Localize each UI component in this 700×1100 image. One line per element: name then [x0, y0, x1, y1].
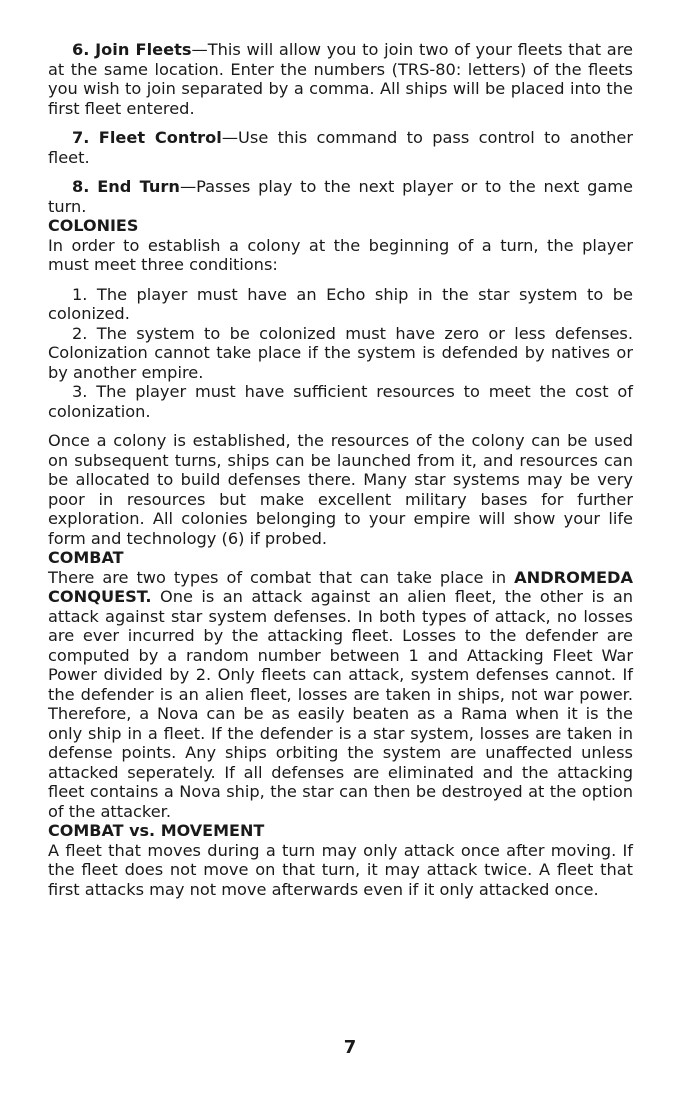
command-number: 8.	[72, 177, 90, 196]
command-end-turn	[48, 177, 633, 216]
colony-condition-1: 1. The player must have an Echo ship in the star system to be colonized.	[48, 284, 633, 323]
command-number: 6.	[72, 40, 90, 59]
command-title: End Turn	[97, 177, 180, 196]
command-text: —Use this command to pass control to another fleet.	[48, 128, 633, 167]
command-text: —Passes play to the next player or to the next game turn.	[48, 177, 633, 216]
combat-text-before: There are two types of combat that can take place in	[48, 567, 515, 587]
page-number: 7	[343, 1037, 357, 1058]
combat-movement-body: A fleet that moves during a turn may only attack once after moving. If the fleet does not move on that turn, it may attack twice. A fleet that first attacks may not move afterwards even if it only attacked once.	[48, 840, 633, 899]
colony-condition-2: 2. The system to be colonized must have zero or less defenses. Colonization cannot take place if the system is defended by natives or by another empire.	[48, 323, 633, 382]
colonies-body: Once a colony is established, the resources of the colony can be used on subsequent turns, ships can be launched from it, and resources can be allocated to build defenses there. Many star systems may be very poor in resources but make excellent military bases for further exploration. All colonies belonging to your empire will show your life form and technology (6) if probed.	[48, 431, 633, 548]
command-number: 7.	[72, 128, 90, 147]
command-join-fleets	[48, 40, 633, 118]
combat-heading: COMBAT	[48, 548, 124, 567]
colony-condition-3: 3. The player must have sufficient resources to meet the cost of colonization.	[48, 382, 633, 421]
command-title: Fleet Control	[98, 128, 222, 147]
command-fleet-control	[48, 128, 633, 167]
command-text: —This will allow you to join two of your fleets that are at the same location. Enter the numbers (TRS-80: letters) of the fleets you wish to join separated by a comma. All ships will be placed into the first fleet entered.	[48, 40, 633, 118]
game-title: ANDROMEDA CONQUEST.	[48, 567, 633, 606]
combat-body	[48, 568, 633, 822]
colonies-heading: COLONIES	[48, 216, 139, 235]
combat-text-after: One is an attack against an alien fleet, the other is an attack against star system defenses. In both types of attack, no losses are ever incurred by the attacking fleet. Losses to the defender are computed by a random number between 1 and Attacking Fleet War Power divided by 2. Only fleets can attack, system defenses cannot. If the defender is an alien fleet, losses are taken in ships, not war power. Therefore, a Nova can be as easily beaten as a Rama when it is the only ship in a fleet. If the defender is a star system, losses are taken in defense points. Any ships orbiting the system are unaffected unless attacked seperately. If all defenses are eliminated and the attacking fleet contains a Nova ship, the star can then be destroyed at the option of the attacker.	[48, 587, 633, 821]
manual-page	[48, 40, 633, 899]
command-title: Join Fleets	[95, 40, 192, 59]
combat-movement-heading: COMBAT vs. MOVEMENT	[48, 821, 265, 840]
colonies-intro: In order to establish a colony at the beginning of a turn, the player must meet three conditions:	[48, 235, 633, 274]
